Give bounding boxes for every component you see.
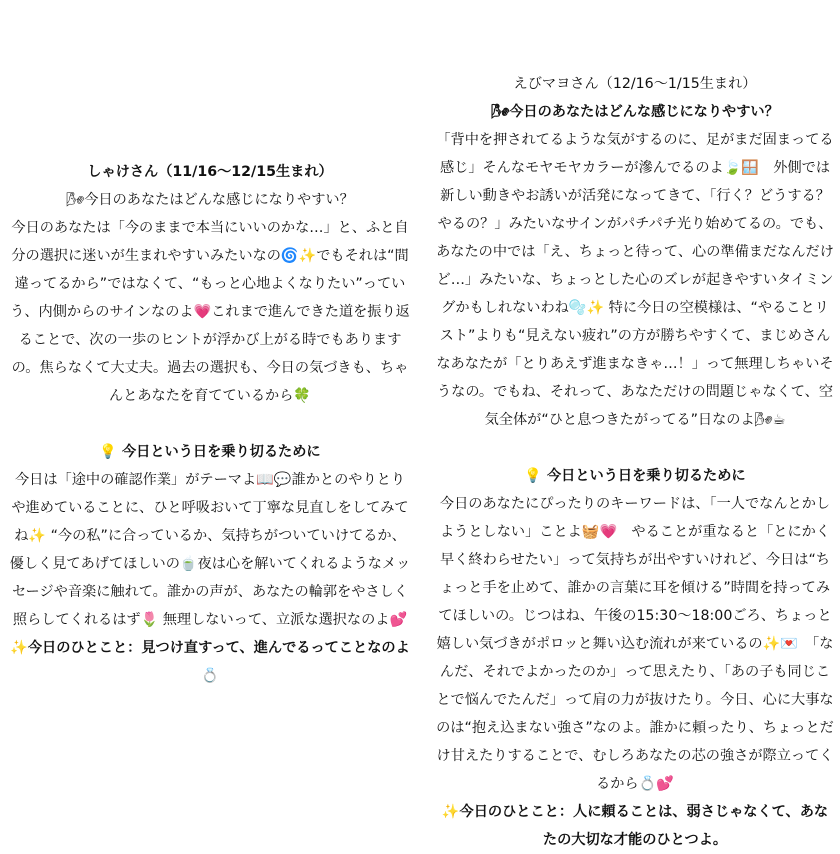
sign-title-shake: しゃけさん（11/16〜12/15生まれ） — [87, 164, 333, 180]
section-heading: 💡 今日という日を乗り切るために — [524, 468, 746, 484]
horoscope-body: 「背中を押されてるような気がするのに、足がまだ固まってる感じ」そんなモヤモヤカラーが滲んでるのよ🍃🪟 外側では新しい動きやお誘いが活発になってきて、「行く？どうする？やるの？」みたいなサインがパチパチ光り始めてるの。でも、あなたの中では「え、ちょっと待って、心の準備まだなんだけど…」みたいな、ちょっとした心のズレが起きやすいタイミングかもしれないわね🫧✨ 特に今日の空模様は、“やることリスト”よりも“見えない疲れ”の方が勝ちやすくて、まじめさんなあなたが「とりあえず進まなきゃ…！」って無理しちゃいそうなの。でもね、それって、あなただけの問題じゃなくて、空気全体が“ひと息つきたがってる”日なのよ🌬☕ — [436, 132, 834, 428]
section-body: 今日は「途中の確認作業」がテーマよ📖💬誰かとのやりとりや進めていることに、ひと呼吸おいて丁寧な見直しをしてみてね✨ “今の私”に合っているか、気持ちがついていけてるか、優しく見てあげてほしいの🍵夜は心を解いてくれるようなメッセージや音楽に触れて。誰かの声が、あなたの輪郭をやさしく照らしてくれるはず🌷 無理しないって、立派な選択なのよ💕 — [9, 472, 411, 628]
closing-line: ✨今日のひとこと：見つけ直すって、進んでるってことなのよ💍 — [10, 640, 410, 684]
section-body: 今日のあなたにぴったりのキーワードは、「一人でなんとかしようとしない」ことよ🧺💗 やることが重なると「とにかく早く終わらせたい」って気持ちが出やすいけれど、今日は“ちょっと手を止めて、誰かの言葉に耳を傾ける”時間を持ってみてほしいの。じつはね、午後の15:30〜18:00ごろ、ちょっと嬉しい気づきがポロッと舞い込む流れが来ているの✨💌 「なんだ、それでよかったのか」って思えたり、「あの子も同じことで悩んでたんだ」って肩の力が抜けたり。今日、心に大事なのは“抱え込まない強さ”なのよ。誰かに頼ったり、ちょっとだけ甘えたりすることで、むしろあなたの芯の強さが際立ってくるから💍💕 — [436, 496, 834, 792]
section-heading: 💡 今日という日を乗り切るために — [99, 444, 321, 460]
spacer — [436, 434, 834, 462]
question-heading: 🌬今日のあなたはどんな感じになりやすい？ — [491, 104, 779, 120]
right-column — [436, 70, 834, 854]
left-column — [8, 158, 412, 690]
spacer — [8, 410, 412, 438]
sign-title-ebimayo: えびマヨさん（12/16〜1/15生まれ） — [513, 76, 757, 92]
horoscope-body: 今日のあなたは「今のままで本当にいいのかな…」と、ふと自分の選択に迷いが生まれやすいみたいなの🌀✨でもそれは“間違ってるから”ではなくて、“もっと心地よくなりたい”っていう、内側からのサインなのよ💗これまで進んできた道を振り返ることで、次の一歩のヒントが浮かび上がる時でもありますの。焦らなくて大丈夫。過去の選択も、今日の気づきも、ちゃんとあなたを育てているから🍀 — [10, 220, 410, 404]
closing-line: ✨今日のひとこと：人に頼ることは、弱さじゃなくて、あなたの大切な才能のひとつよ。 — [441, 804, 829, 848]
question-heading: 🌬今日のあなたはどんな感じになりやすい？ — [66, 192, 354, 208]
